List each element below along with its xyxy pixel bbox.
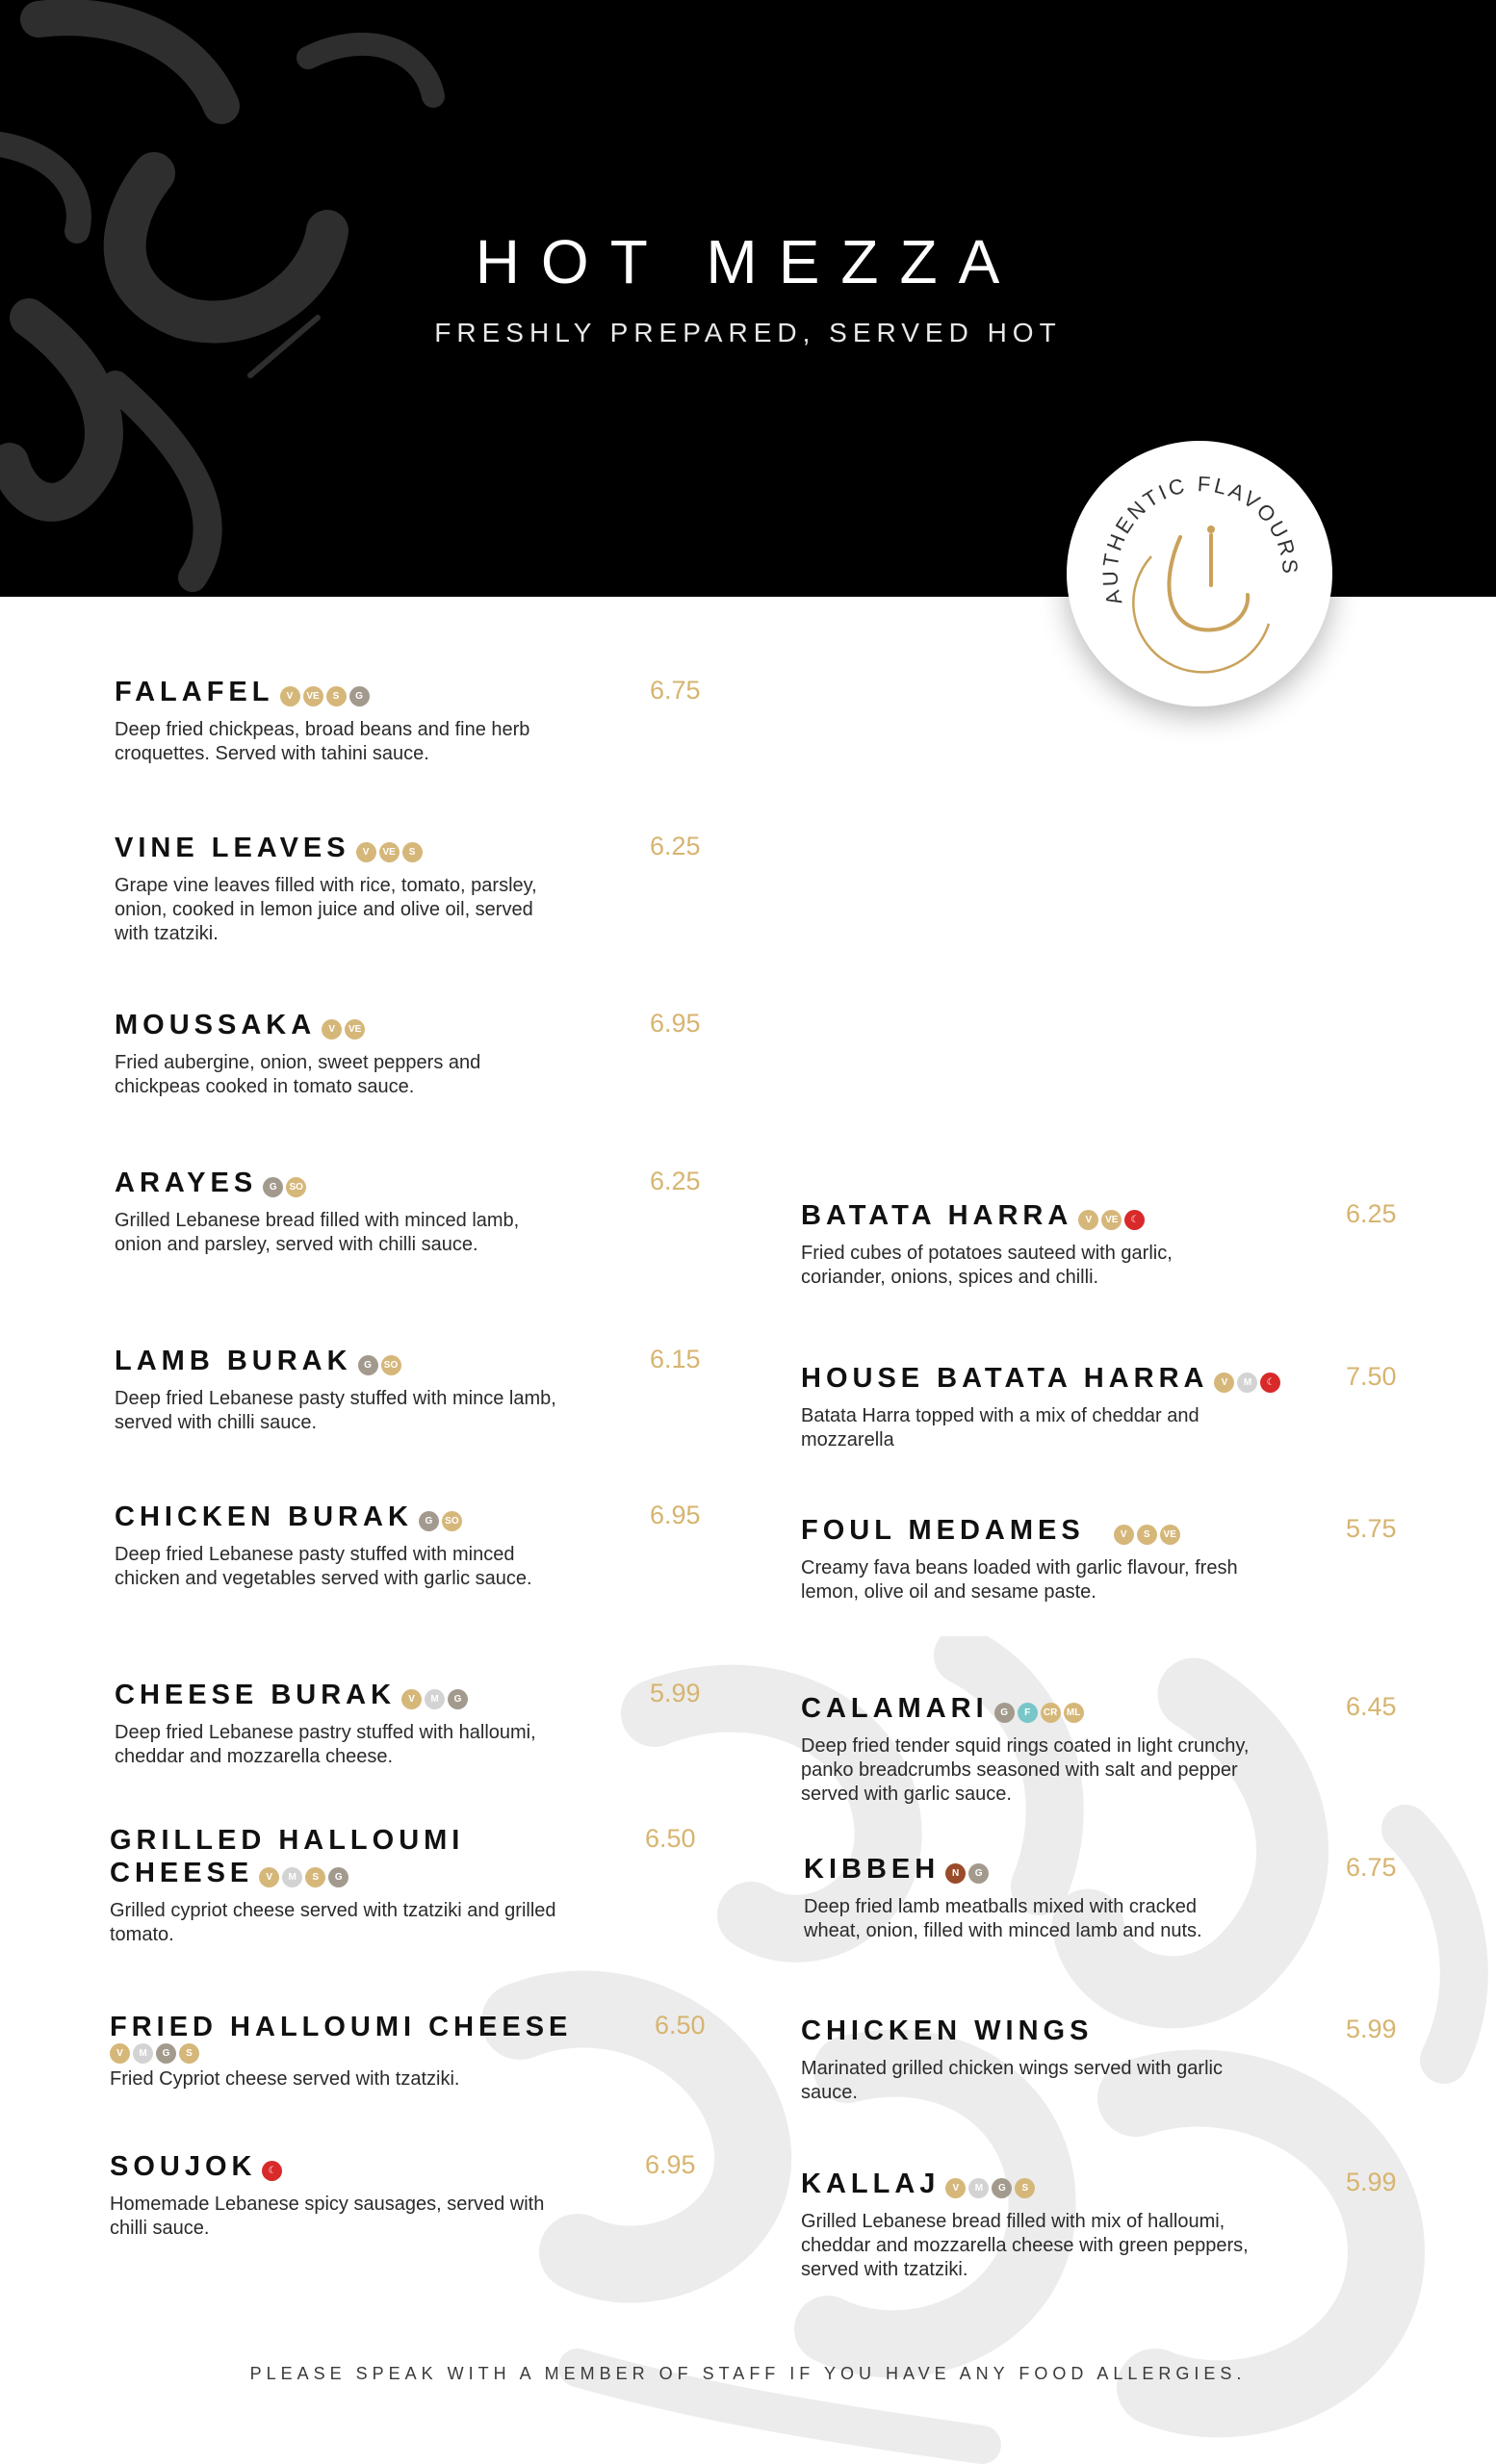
nuts-icon: N <box>945 1863 966 1884</box>
menu-item-grilled-halloumi <box>110 1824 726 1947</box>
item-name: MOUSSAKA <box>115 1010 317 1040</box>
dietary-icons <box>262 2161 285 2181</box>
vegetarian-icon: V <box>1078 1210 1098 1230</box>
item-price: 6.25 <box>650 1167 701 1195</box>
fish-icon: F <box>1018 1703 1038 1723</box>
item-name: FALAFEL <box>115 677 274 707</box>
item-name: BATATA HARRA <box>801 1200 1073 1231</box>
calligraphy-decoration <box>0 0 462 597</box>
dietary-icons <box>356 842 426 862</box>
item-description: Deep fried Lebanese pasty stuffed with minced chicken and vegetables served with garlic sauce. <box>115 1544 532 1589</box>
item-price: 6.25 <box>650 832 701 860</box>
item-name: FRIED HALLOUMI CHEESE <box>110 2012 573 2042</box>
menu-item-foul-medames <box>801 1514 1417 1604</box>
gluten-icon: G <box>968 1863 989 1884</box>
milk-icon: M <box>1237 1373 1257 1393</box>
item-name: CHEESE BURAK <box>115 1680 397 1710</box>
gluten-icon: G <box>156 2043 176 2064</box>
mollusc-icon: ML <box>1064 1703 1084 1723</box>
item-description: Grilled Lebanese bread filled with mix of halloumi, cheddar and mozzarella cheese with green peppers, served with tzatziki. <box>801 2211 1249 2280</box>
item-price: 6.75 <box>1346 1853 1397 1882</box>
item-price: 6.25 <box>1346 1199 1397 1228</box>
menu-item-lamb-burak <box>115 1345 731 1435</box>
dietary-icons <box>259 1867 351 1887</box>
dietary-icons <box>945 2178 1038 2198</box>
item-price: 5.75 <box>1346 1514 1397 1543</box>
item-name: CALAMARI <box>801 1693 989 1724</box>
sesame-icon: S <box>179 2043 199 2064</box>
item-name: CHICKEN BURAK <box>115 1502 413 1532</box>
vegetarian-icon: V <box>322 1019 342 1040</box>
vegan-icon: VE <box>303 686 323 706</box>
gluten-icon: G <box>328 1867 348 1887</box>
crustacean-icon: CR <box>1041 1703 1061 1723</box>
vegetarian-icon: V <box>259 1867 279 1887</box>
dietary-icons <box>280 686 373 706</box>
item-price: 6.45 <box>1346 1692 1397 1721</box>
item-name: VINE LEAVES <box>115 833 350 863</box>
svg-text:AUTHENTIC FLAVOURS <box>1097 472 1303 607</box>
vegetarian-icon: V <box>356 842 376 862</box>
gluten-icon: G <box>419 1511 439 1531</box>
item-price: 6.95 <box>650 1501 701 1529</box>
menu-item-moussaka <box>115 1009 731 1099</box>
logo-mark <box>1169 537 1248 630</box>
dietary-icons <box>401 1689 471 1709</box>
item-description: Grilled Lebanese bread filled with minced lamb, onion and parsley, served with chilli sauce. <box>115 1210 520 1255</box>
item-name: GRILLED HALLOUMI CHEESE <box>110 1825 465 1888</box>
milk-icon: M <box>968 2178 989 2198</box>
item-description: Grape vine leaves filled with rice, tomato, parsley, onion, cooked in lemon juice and olive oil, served with tzatziki. <box>115 875 537 944</box>
soya-icon: SO <box>381 1355 401 1375</box>
gluten-icon: G <box>349 686 370 706</box>
soya-icon: SO <box>286 1177 306 1197</box>
item-description: Fried aubergine, onion, sweet peppers and chickpeas cooked in tomato sauce. <box>115 1052 481 1097</box>
menu-item-kallaj <box>801 2168 1417 2282</box>
menu-item-vine-leaves <box>115 832 731 946</box>
dietary-icons <box>419 1511 465 1531</box>
menu-item-house-batata-harra <box>801 1362 1417 1452</box>
dietary-icons <box>322 1019 368 1040</box>
page-subtitle: FRESHLY PREPARED, SERVED HOT <box>434 318 1062 347</box>
item-price: 6.50 <box>655 2011 706 2040</box>
menu-item-arayes <box>115 1167 731 1257</box>
item-price: 6.50 <box>645 1824 696 1853</box>
item-description: Batata Harra topped with a mix of cheddar and mozzarella <box>801 1405 1199 1450</box>
item-price: 5.99 <box>1346 2015 1397 2043</box>
item-price: 6.95 <box>650 1009 701 1038</box>
badge-text: AUTHENTIC FLAVOURS <box>1097 471 1303 608</box>
vegetarian-icon: V <box>110 2043 130 2064</box>
item-description: Homemade Lebanese spicy sausages, served with chilli sauce. <box>110 2194 545 2239</box>
sesame-icon: S <box>326 686 347 706</box>
vegetarian-icon: V <box>1214 1373 1234 1393</box>
allergy-notice: PLEASE SPEAK WITH A MEMBER OF STAFF IF YOU HAVE ANY FOOD ALLERGIES. <box>249 2364 1247 2383</box>
dietary-icons <box>945 1863 992 1884</box>
menu-item-falafel <box>115 676 731 766</box>
gluten-icon: G <box>994 1703 1015 1723</box>
sesame-icon: S <box>402 842 423 862</box>
menu-item-batata-harra <box>801 1199 1417 1290</box>
item-description: Deep fried tender squid rings coated in light crunchy, panko breadcrumbs seasoned with salt and pepper served with garlic sauce. <box>801 1735 1250 1805</box>
menu-item-cheese-burak <box>115 1679 731 1769</box>
item-price: 5.99 <box>1346 2168 1397 2196</box>
vegan-icon: VE <box>345 1019 365 1040</box>
chilli-icon: ☾ <box>1260 1373 1280 1393</box>
menu-item-kibbeh <box>804 1853 1420 1943</box>
item-name: CHICKEN WINGS <box>801 2015 1094 2046</box>
menu-item-chicken-wings <box>801 2015 1417 2105</box>
item-name: LAMB BURAK <box>115 1346 352 1376</box>
item-name: KALLAJ <box>801 2169 941 2199</box>
item-price: 6.75 <box>650 676 701 705</box>
menu-item-soujok <box>110 2150 726 2241</box>
item-description: Fried cubes of potatoes sauteed with garlic, coriander, onions, spices and chilli. <box>801 1243 1173 1288</box>
item-price: 5.99 <box>650 1679 701 1707</box>
item-description: Deep fried chickpeas, broad beans and fine herb croquettes. Served with tahini sauce. <box>115 719 530 764</box>
milk-icon: M <box>425 1689 445 1709</box>
item-description: Creamy fava beans loaded with garlic flavour, fresh lemon, olive oil and sesame paste. <box>801 1557 1238 1603</box>
item-name: SOUJOK <box>110 2151 257 2182</box>
item-price: 6.95 <box>645 2150 696 2179</box>
milk-icon: M <box>282 1867 302 1887</box>
vegan-icon: VE <box>1160 1525 1180 1545</box>
menu-item-chicken-burak <box>115 1501 731 1591</box>
sesame-icon: S <box>305 1867 325 1887</box>
dietary-icons <box>1078 1210 1148 1230</box>
vegetarian-icon: V <box>945 2178 966 2198</box>
item-name: HOUSE BATATA HARRA <box>801 1363 1209 1394</box>
gluten-icon: G <box>358 1355 378 1375</box>
item-description: Deep fried Lebanese pastry stuffed with halloumi, cheddar and mozzarella cheese. <box>115 1722 536 1767</box>
item-name: FOUL MEDAMES <box>801 1515 1085 1546</box>
dietary-icons <box>110 2043 202 2064</box>
item-description: Marinated grilled chicken wings served with garlic sauce. <box>801 2058 1223 2103</box>
gluten-icon: G <box>263 1177 283 1197</box>
soya-icon: SO <box>442 1511 462 1531</box>
item-name: ARAYES <box>115 1168 258 1198</box>
dietary-icons <box>1114 1525 1183 1545</box>
sesame-icon: S <box>1137 1525 1157 1545</box>
item-description: Fried Cypriot cheese served with tzatziki. <box>110 2068 460 2090</box>
vegetarian-icon: V <box>280 686 300 706</box>
item-description: Grilled cypriot cheese served with tzatziki and grilled tomato. <box>110 1900 556 1945</box>
vegan-icon: VE <box>1101 1210 1122 1230</box>
item-description: Deep fried lamb meatballs mixed with cracked wheat, onion, filled with minced lamb and nuts. <box>804 1896 1202 1941</box>
gluten-icon: G <box>992 2178 1012 2198</box>
menu-item-calamari <box>801 1692 1417 1807</box>
page-title: HOT MEZZA <box>475 227 1021 296</box>
chilli-icon: ☾ <box>1124 1210 1145 1230</box>
dietary-icons <box>358 1355 404 1375</box>
menu-item-fried-halloumi <box>110 2011 726 2092</box>
dietary-icons <box>1214 1373 1283 1393</box>
vegan-icon: VE <box>379 842 400 862</box>
item-price: 7.50 <box>1346 1362 1397 1391</box>
authentic-flavours-badge <box>1067 441 1332 706</box>
milk-icon: M <box>133 2043 153 2064</box>
item-name: KIBBEH <box>804 1854 941 1885</box>
gluten-icon: G <box>448 1689 468 1709</box>
vegetarian-icon: V <box>1114 1525 1134 1545</box>
chilli-icon: ☾ <box>262 2161 282 2181</box>
sesame-icon: S <box>1015 2178 1035 2198</box>
dietary-icons <box>263 1177 309 1197</box>
dietary-icons <box>994 1703 1087 1723</box>
item-price: 6.15 <box>650 1345 701 1373</box>
vegetarian-icon: V <box>401 1689 422 1709</box>
item-description: Deep fried Lebanese pasty stuffed with mince lamb, served with chilli sauce. <box>115 1388 556 1433</box>
